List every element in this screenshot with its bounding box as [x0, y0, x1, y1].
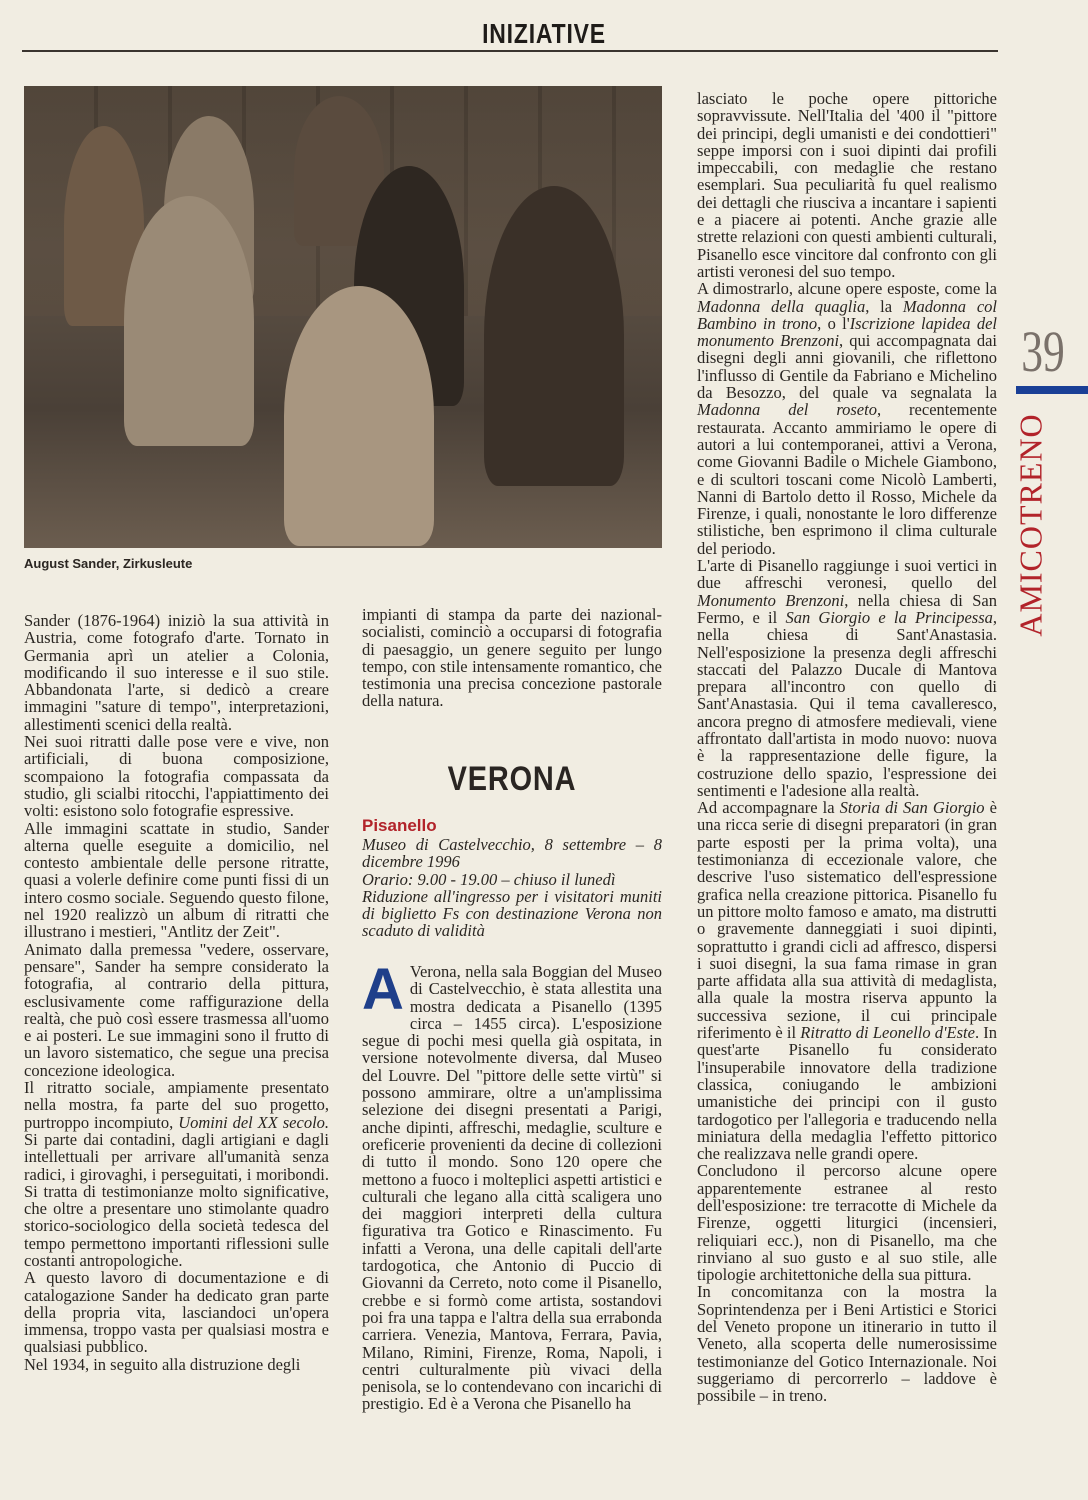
exhibit-venue: Museo di Castelvecchio, 8 settembre – 8 dicembre 1996 [362, 835, 662, 872]
column-sander-end [362, 606, 662, 710]
header-rule [22, 50, 998, 52]
italic-title: Uomini del XX secolo. [178, 1112, 330, 1132]
exhibit-info [362, 836, 662, 940]
photo-figure [484, 186, 624, 486]
page-number: 39 [1021, 319, 1065, 384]
exhibit-title: Pisanello [362, 816, 437, 835]
section-header: INIZIATIVE [482, 18, 606, 49]
column-pisanello [697, 90, 997, 1405]
paragraph: A dimostrarlo, alcune opere esposte, come la Madonna della quaglia, la Madonna col Bambino in trono, o l'Iscrizione lapidea del monumento Brenzoni, qui accompagnata dai disegni degli anni giovanili, che riflettono l'influsso di Gentile da Fabriano e Michelino da Besozzo, del quale va segnalata la Madonna del roseto, recentemente restaurata. Accanto ammiriamo le opere di autori a lui contemporanei, attivi a Verona, come Giovanni Badile o Michele Giambono, e di scultori toscani come Nicolò Lamberti, Nanni di Bartolo detto il Rosso, Michele da Firenze, i quali, nonostante le loro differenze stilistiche, ben esprimono il clima culturale del periodo. [697, 279, 997, 558]
paragraph: Sander (1876-1964) iniziò la sua attività in Austria, come fotografo d'arte. Tornato in Germania aprì un atelier a Colonia, modificando il suo interesse e il suo stile. Abbandonata l'arte, si dedicò a creare immagini "sature di tempo", interpretazioni, allestimenti scenici della realtà. [24, 611, 329, 734]
paragraph: Ad accompagnare la Storia di San Giorgio è una ricca serie di disegni preparatori (in gran parte esposti per la prima volta), una testimonianza di eccezionale valore, che descrive l'uso sistematico dell'espressione grafica nella creazione pittorica. Pisanello fu un pittore molto famoso e amato, ma distrutti o gravemente danneggiati i suoi dipinti, soprattutto i grandi cicli ad affresco, dispersi i suoi disegni, la sua fama rimase in gran parte affidata alla sua attività di medaglista, alla quale la mostra riserva appunto la successiva sezione, il cui principale riferimento è il Ritratto di Leonello d'Este. In quest'arte Pisanello fu considerato l'insuperabile innovatore della tradizione classica, coniugando le ambizioni umanistiche dei principi con il gusto tardogotico per l'allegoria e traducendo nella miniatura della medaglia l'effetto pittorico che realizzava nelle grandi opere. [697, 798, 997, 1164]
photo-caption: August Sander, Zirkusleute [24, 556, 193, 571]
paragraph: Alle immagini scattate in studio, Sander alterna quelle eseguite a domicilio, nel contesto ambientale delle persone ritratte, quasi a volerle definire come punti fissi di un intero cosmo sociale. Seguendo questo filone, nel 1920 realizzò un album di ritratti che illustrano i mestieri, "Antlitz der Zeit". [24, 818, 329, 942]
column-sander [24, 612, 329, 1373]
photo-figure [284, 286, 434, 546]
paragraph: impianti di stampa da parte dei nazional-socialisti, cominciò a occuparsi di fotografia di paesaggio, un genere seguito per lungo tempo, con stile intensamente romantico, che testimonia una precisa concezione pastorale della natura. [362, 605, 662, 711]
magazine-name: AMICOTRENO [1012, 413, 1049, 637]
article-pisanello [362, 957, 662, 1414]
exhibit-discount: Riduzione all'ingresso per i visitatori muniti di biglietto Fs con destinazione Verona non scaduto di validità [362, 886, 662, 941]
drop-cap: A [362, 957, 404, 1022]
paragraph: lasciato le poche opere pittoriche sopravvissute. Nell'Italia del '400 il "pittore dei principi, degli umanisti e dei condottieri" seppe imporsi con i suoi dipinti dai profili impeccabili, con medaglie che restano esemplari. Sua peculiarità fu quel realismo dei dettagli che riusciva a incantare i sapienti e a piacere ai potenti. Anche grazie alle strette relazioni con questi ambienti culturali, Pisanello esce vincitore dal confronto con gli artisti veronesi del suo tempo. [697, 89, 997, 281]
paragraph: Concludono il percorso alcune opere apparentemente estranee al resto dell'esposizione: tre terracotte di Michele da Firenze, oggetti liturgici (incensieri, reliquiari ecc.), non di Pisanello, ma che rinviano al suo gusto e al suo stile, alle tipologie architettoniche della sua pittura. [697, 1161, 997, 1285]
photo-figure [124, 196, 254, 446]
page-tab-bar [1016, 386, 1088, 394]
paragraph: Il ritratto sociale, ampiamente presentato nella mostra, fa parte del suo progetto, purtroppo incompiuto, Uomini del XX secolo. Si parte dai contadini, dagli artigiani e dagli intellettuali per arrivare all'umanità senza radici, i girovaghi, i perseguitati, i moribondi. Si tratta di testimonianze molto significative, che oltre a presentare uno stimolante quadro storico-sociologico della società tedesca del tempo permettono importanti riflessioni sulle costanti antropologiche. [24, 1078, 330, 1270]
paragraph: Nei suoi ritratti dalle pose vere e vive, non artificiali, di buona composizione, scompaiono la fotografia compassata da studio, gli scialbi ritocchi, l'appiattimento dei volti: esistono solo fotografie espressive. [24, 732, 329, 821]
paragraph: L'arte di Pisanello raggiunge i suoi vertici in due affreschi veronesi, quello del Monumento Brenzoni, nella chiesa di San Fermo, e il San Giorgio e la Principessa, nella chiesa di Sant'Anastasia. Nell'esposizione la presenza degli affreschi staccati del Palazzo Ducale di Mantova prepara all'incontro con quello di Sant'Anastasia. Qui il tema cavalleresco, ancora pregno di atmosfere medievali, viene affrontato dall'artista in modo nuovo: nuova è la rappresentazione delle figure, la costruzione dello spazio, l'espressione dei sentimenti e l'adesione alla realtà. [697, 556, 997, 800]
paragraph: Nel 1934, in seguito alla distruzione degli [24, 1354, 301, 1374]
paragraph: In concomitanza con la mostra la Soprintendenza per i Beni Artistici e Storici del Veneto propone un itinerario in tutto il Veneto, alla scoperta delle numerosissime testimonianze del Gotico Internazionale. Noi suggeriamo di percorrerlo – laddove è possibile – in treno. [697, 1282, 997, 1406]
paragraph: A questo lavoro di documentazione e di catalogazione Sander ha dedicato gran parte della propria vita, lasciandoci un'opera immensa, troppo vasta per qualsiasi mostra e qualsiasi pubblico. [24, 1268, 329, 1357]
verona-heading: VERONA [447, 760, 577, 798]
circus-photo [24, 86, 662, 548]
paragraph: A Verona, nella sala Boggian del Museo di Castelvecchio, è stata allestita una mostra dedicata a Pisanello (1395 circa – 1455 circa). L'esposizione segue di pochi mesi quella già ospitata, in versione notevolmente diversa, dal Museo del Louvre. Del "pittore delle sette virtù" si possono ammirare, oltre a un'amplissima selezione dei disegni presentati a Parigi, anche dipinti, affreschi, medaglie, sculture e oreficerie provenienti da decine di collezioni di tutto il mondo. Sono 120 opere che mettono a fuoco i molteplici aspetti artistici e culturali che legano alla città scaligera uno dei maggiori interpreti della cultura figurativa tra Gotico e Rinascimento. Fu infatti a Verona, una delle capitali dell'arte tardogotica, che Antonio di Puccio di Giovanni da Cerreto, noto come il Pisanello, crebbe e si formò come artista, sostandovi poi fra una tappa e l'altra della sua errabonda carriera. Venezia, Mantova, Ferrara, Pavia, Milano, Rimini, Firenze, Roma, Napoli, i centri culturalmente più vivaci della penisola, se lo contendevano con incarichi di prestigio. Ed è a Verona che Pisanello ha [362, 957, 662, 1414]
exhibit-hours: Orario: 9.00 - 19.00 – chiuso il lunedì [362, 869, 616, 889]
paragraph: Animato dalla premessa "vedere, osservare, pensare", Sander ha sempre considerato la fotografia, al contrario della pittura, esclusivamente come raffigurazione della realtà, che può così essere trasmessa all'uomo e ai posteri. Le sue immagini sono il frutto di un lavoro sistematico, che segue una precisa concezione ideologica. [24, 939, 329, 1080]
